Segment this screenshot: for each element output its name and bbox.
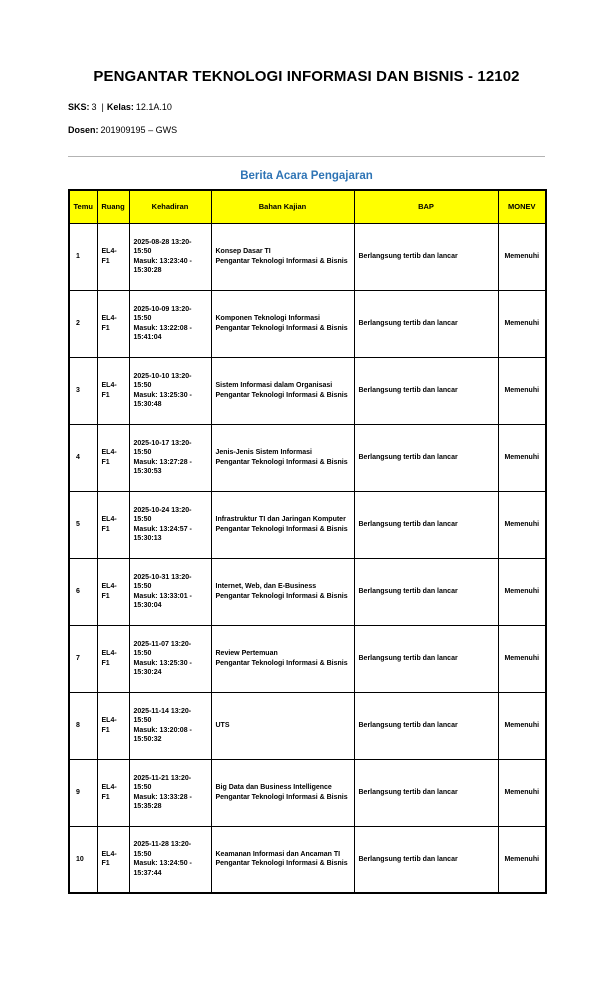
bahan-course-name: Pengantar Teknologi Informasi & Bisnis [215, 391, 348, 399]
ruang-code: EL4-F1 [101, 315, 117, 332]
cell-monev [498, 357, 546, 424]
bap-text: Berlangsung tertib dan lancar [358, 386, 458, 394]
bahan-topic: Big Data dan Business Intelligence [215, 784, 332, 792]
temu-number: 7 [76, 654, 80, 662]
cell-temu [69, 424, 97, 491]
sks-label: SKS: [68, 102, 90, 112]
bahan-topic: Internet, Web, dan E-Business [215, 583, 317, 591]
temu-number: 3 [76, 386, 80, 394]
cell-temu [69, 759, 97, 826]
monev-status: Memenuhi [504, 587, 540, 595]
cell-bap [354, 424, 498, 491]
cell-bahan-kajian [211, 290, 354, 357]
meta-separator: | [101, 102, 104, 112]
cell-temu [69, 223, 97, 290]
ruang-code: EL4-F1 [101, 449, 117, 466]
kehadiran-schedule: 2025-10-09 13:20-15:50 [133, 305, 192, 323]
temu-number: 4 [76, 453, 80, 461]
temu-number: 5 [76, 520, 80, 528]
kehadiran-masuk: Masuk: 13:24:50 - 15:37:44 [133, 860, 192, 877]
table-row [69, 424, 546, 491]
cell-ruang [97, 558, 129, 625]
cell-kehadiran [129, 759, 211, 826]
cell-ruang [97, 826, 129, 893]
cell-bahan-kajian [211, 357, 354, 424]
schedule-table-body [69, 223, 546, 893]
bahan-topic: Review Pertemuan [215, 650, 278, 658]
table-row [69, 692, 546, 759]
bap-text: Berlangsung tertib dan lancar [358, 453, 458, 461]
monev-status: Memenuhi [504, 855, 540, 863]
table-row [69, 558, 546, 625]
cell-temu [69, 625, 97, 692]
sks-value: 3 [91, 102, 97, 112]
cell-monev [498, 826, 546, 893]
horizontal-divider [68, 156, 545, 157]
ruang-code: EL4-F1 [101, 784, 117, 801]
bahan-topic: UTS [215, 721, 230, 729]
cell-kehadiran [129, 424, 211, 491]
bap-text: Berlangsung tertib dan lancar [358, 654, 458, 662]
dosen-meta-line [68, 125, 545, 135]
temu-number: 1 [76, 252, 80, 260]
col-header-bap: BAP [354, 190, 498, 223]
col-header-monev: MONEV [498, 190, 546, 223]
cell-bap [354, 223, 498, 290]
kehadiran-masuk: Masuk: 13:20:08 - 15:50:32 [133, 726, 192, 743]
temu-number: 2 [76, 319, 80, 327]
temu-number: 6 [76, 587, 80, 595]
page-content [68, 0, 545, 894]
cell-ruang [97, 759, 129, 826]
table-row [69, 290, 546, 357]
bap-text: Berlangsung tertib dan lancar [358, 587, 458, 595]
bahan-course-name: Pengantar Teknologi Informasi & Bisnis [215, 592, 348, 600]
cell-kehadiran [129, 625, 211, 692]
bahan-topic: Jenis-Jenis Sistem Informasi [215, 449, 312, 457]
table-row [69, 491, 546, 558]
bahan-topic: Komponen Teknologi Informasi [215, 315, 320, 323]
cell-kehadiran [129, 357, 211, 424]
cell-bap [354, 491, 498, 558]
monev-status: Memenuhi [504, 721, 540, 729]
dosen-value: 201909195 – GWS [100, 125, 178, 135]
cell-temu [69, 558, 97, 625]
ruang-code: EL4-F1 [101, 248, 117, 265]
kehadiran-schedule: 2025-10-10 13:20-15:50 [133, 372, 192, 390]
bap-text: Berlangsung tertib dan lancar [358, 319, 458, 327]
cell-bahan-kajian [211, 826, 354, 893]
cell-bahan-kajian [211, 625, 354, 692]
table-row [69, 826, 546, 893]
table-row [69, 357, 546, 424]
cell-kehadiran [129, 826, 211, 893]
cell-temu [69, 692, 97, 759]
table-header [69, 190, 546, 223]
cell-bahan-kajian [211, 424, 354, 491]
cell-monev [498, 692, 546, 759]
bap-text: Berlangsung tertib dan lancar [358, 855, 458, 863]
bahan-course-name: Pengantar Teknologi Informasi & Bisnis [215, 324, 348, 332]
course-title: PENGANTAR TEKNOLOGI INFORMASI DAN BISNIS - 12102 [93, 68, 520, 85]
bahan-topic: Keamanan Informasi dan Ancaman TI [215, 850, 341, 858]
bap-text: Berlangsung tertib dan lancar [358, 252, 458, 260]
col-header-kehadiran: Kehadiran [129, 190, 211, 223]
kehadiran-schedule: 2025-10-24 13:20-15:50 [133, 506, 192, 524]
kehadiran-masuk: Masuk: 13:23:40 - 15:30:28 [133, 257, 192, 274]
kehadiran-schedule: 2025-10-31 13:20-15:50 [133, 573, 192, 591]
cell-temu [69, 290, 97, 357]
bahan-course-name: Pengantar Teknologi Informasi & Bisnis [215, 458, 348, 466]
bahan-course-name: Pengantar Teknologi Informasi & Bisnis [215, 659, 348, 667]
col-header-bahan: Bahan Kajian [211, 190, 354, 223]
cell-ruang [97, 290, 129, 357]
cell-monev [498, 625, 546, 692]
cell-ruang [97, 424, 129, 491]
ruang-code: EL4-F1 [101, 850, 117, 868]
monev-status: Memenuhi [504, 386, 540, 394]
table-row [69, 759, 546, 826]
kehadiran-schedule: 2025-11-28 13:20-15:50 [133, 841, 192, 858]
kehadiran-schedule: 2025-11-21 13:20-15:50 [133, 774, 192, 792]
cell-kehadiran [129, 558, 211, 625]
kehadiran-masuk: Masuk: 13:33:01 - 15:30:04 [133, 592, 192, 609]
bahan-topic: Konsep Dasar TI [215, 248, 271, 256]
cell-ruang [97, 625, 129, 692]
kehadiran-masuk: Masuk: 13:27:28 - 15:30:53 [133, 458, 192, 475]
kelas-value: 12.1A.10 [135, 102, 172, 112]
monev-status: Memenuhi [504, 520, 540, 528]
berita-acara-table [68, 189, 547, 894]
bahan-course-name: Pengantar Teknologi Informasi & Bisnis [215, 860, 348, 868]
monev-status: Memenuhi [504, 453, 540, 461]
cell-bap [354, 759, 498, 826]
course-meta-line [68, 102, 545, 112]
cell-temu [69, 491, 97, 558]
bahan-course-name: Pengantar Teknologi Informasi & Bisnis [215, 793, 348, 801]
cell-monev [498, 759, 546, 826]
cell-monev [498, 424, 546, 491]
bahan-course-name: Pengantar Teknologi Informasi & Bisnis [215, 525, 348, 533]
col-header-temu: Temu [69, 190, 97, 223]
kehadiran-schedule: 2025-11-07 13:20-15:50 [133, 640, 192, 658]
cell-kehadiran [129, 223, 211, 290]
cell-kehadiran [129, 692, 211, 759]
cell-kehadiran [129, 290, 211, 357]
kehadiran-masuk: Masuk: 13:25:30 - 15:30:24 [133, 659, 192, 676]
kehadiran-schedule: 2025-10-17 13:20-15:50 [133, 439, 192, 457]
kehadiran-schedule: 2025-08-28 13:20-15:50 [133, 238, 192, 256]
cell-ruang [97, 223, 129, 290]
cell-bap [354, 558, 498, 625]
bahan-topic: Sistem Informasi dalam Organisasi [215, 382, 333, 390]
kehadiran-masuk: Masuk: 13:24:57 - 15:30:13 [133, 525, 192, 542]
cell-ruang [97, 692, 129, 759]
cell-monev [498, 558, 546, 625]
cell-bahan-kajian [211, 759, 354, 826]
cell-bap [354, 357, 498, 424]
cell-bap [354, 625, 498, 692]
cell-bap [354, 290, 498, 357]
cell-bahan-kajian [211, 223, 354, 290]
temu-number: 9 [76, 788, 80, 796]
section-title: Berita Acara Pengajaran [240, 170, 373, 182]
bahan-topic: Infrastruktur TI dan Jaringan Komputer [215, 516, 346, 524]
bap-text: Berlangsung tertib dan lancar [358, 721, 458, 729]
monev-status: Memenuhi [504, 788, 540, 796]
cell-ruang [97, 357, 129, 424]
monev-status: Memenuhi [504, 654, 540, 662]
ruang-code: EL4-F1 [101, 650, 117, 667]
monev-status: Memenuhi [504, 252, 540, 260]
ruang-code: EL4-F1 [101, 516, 117, 533]
cell-monev [498, 491, 546, 558]
monev-status: Memenuhi [504, 319, 540, 327]
bap-text: Berlangsung tertib dan lancar [358, 788, 458, 796]
ruang-code: EL4-F1 [101, 382, 117, 399]
kehadiran-schedule: 2025-11-14 13:20-15:50 [133, 707, 192, 725]
temu-number: 10 [76, 855, 84, 863]
cell-ruang [97, 491, 129, 558]
cell-bahan-kajian [211, 491, 354, 558]
cell-temu [69, 826, 97, 893]
kehadiran-masuk: Masuk: 13:33:28 - 15:35:28 [133, 793, 192, 810]
cell-monev [498, 223, 546, 290]
table-row [69, 223, 546, 290]
kehadiran-masuk: Masuk: 13:25:30 - 15:30:48 [133, 391, 192, 408]
cell-temu [69, 357, 97, 424]
cell-bahan-kajian [211, 692, 354, 759]
cell-bahan-kajian [211, 558, 354, 625]
dosen-label: Dosen: [68, 125, 99, 135]
bap-text: Berlangsung tertib dan lancar [358, 520, 458, 528]
temu-number: 8 [76, 721, 80, 729]
cell-monev [498, 290, 546, 357]
ruang-code: EL4-F1 [101, 717, 117, 734]
ruang-code: EL4-F1 [101, 583, 117, 600]
table-header-row [69, 190, 546, 223]
bahan-course-name: Pengantar Teknologi Informasi & Bisnis [215, 257, 348, 265]
cell-bap [354, 692, 498, 759]
table-row [69, 625, 546, 692]
kehadiran-masuk: Masuk: 13:22:08 - 15:41:04 [133, 324, 192, 341]
cell-kehadiran [129, 491, 211, 558]
col-header-ruang: Ruang [97, 190, 129, 223]
cell-bap [354, 826, 498, 893]
kelas-label: Kelas: [106, 102, 134, 112]
